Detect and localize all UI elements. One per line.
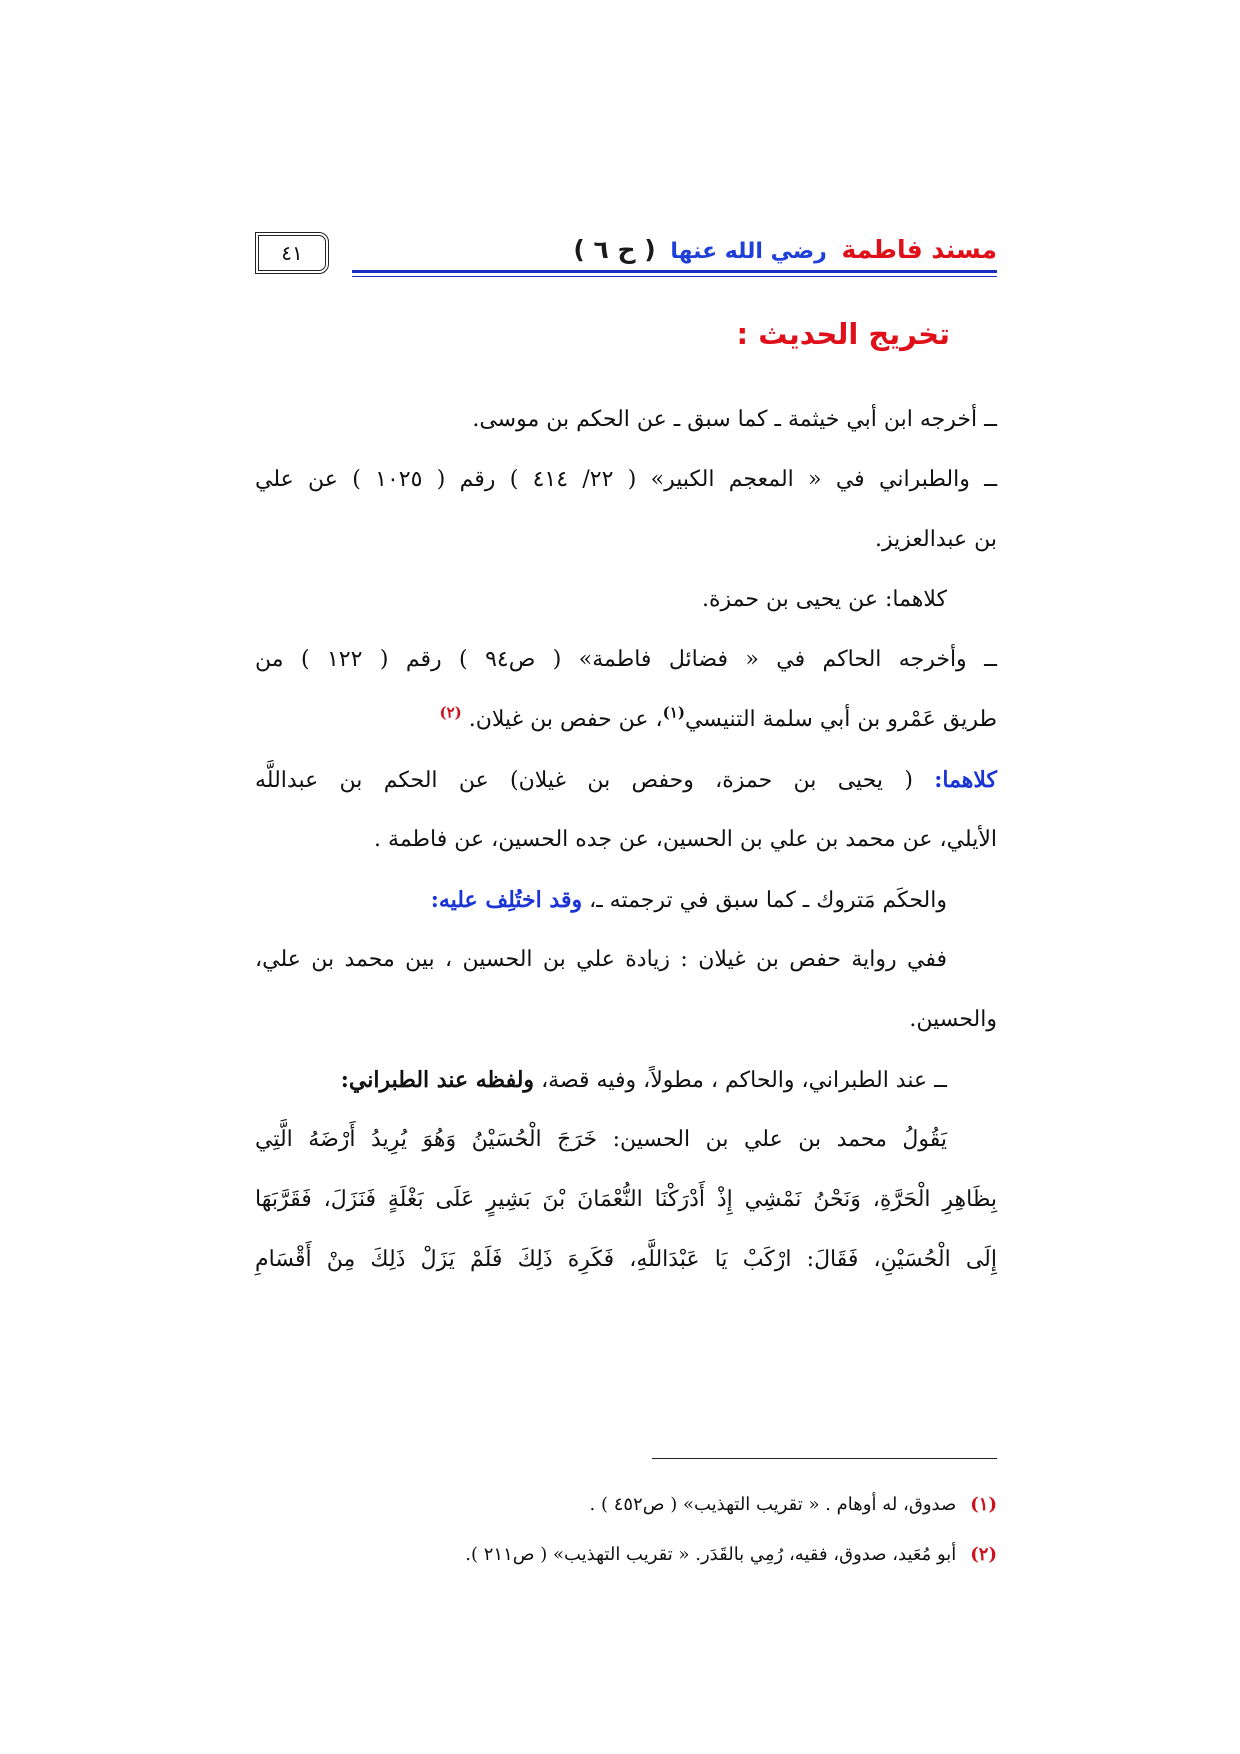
footnote (255, 1530, 997, 1580)
emphasis-text: وقد اختُلِف عليه: (430, 887, 583, 913)
main-text (255, 390, 997, 1290)
text-segment: ( يحيى بن حمزة، وحفص بن غيلان) عن الحكم بن عبداللَّه (255, 768, 913, 793)
text-line (255, 750, 997, 810)
footnote-text: صدوق، له أوهام . « تقريب التهذيب» ( ص٤٥٢ ) . (589, 1494, 957, 1515)
book-name: مسند فاطمة (841, 235, 997, 264)
text-line: والحسين. (909, 1007, 997, 1032)
text-segment: ، عن حفص بن غيلان. (468, 707, 663, 732)
text-line (255, 870, 997, 930)
page-number: ٤١ (255, 232, 329, 274)
footnote-number: (٢) (970, 1544, 997, 1565)
text-line: يَقُولُ محمد بن علي بن الحسين: خَرَجَ الْحُسَيْنُ وَهُوَ يُرِيدُ أَرْضَهُ الَّتِي (255, 1127, 947, 1152)
text-line (255, 1050, 997, 1110)
header-rule (352, 270, 997, 273)
text-line: كلاهما: عن يحيى بن حمزة. (701, 587, 947, 612)
text-line: الأيلي، عن محمد بن علي بن الحسين، عن جده الحسين، عن فاطمة . (374, 827, 997, 852)
running-title (573, 230, 997, 272)
footnote-ref[interactable]: (١) (662, 703, 685, 722)
section-title: تخريج الحديث : (736, 317, 950, 351)
header-rule-thin (352, 276, 997, 277)
text-line: ــ أخرجه ابن أبي خيثمة ـ كما سبق ـ عن الحكم بن موسى. (472, 407, 997, 432)
footnote-number: (١) (970, 1494, 997, 1515)
emphasis-label: كلاهما: (934, 767, 998, 793)
footnotes (255, 1480, 997, 1580)
footnote (255, 1480, 997, 1530)
text-line (255, 690, 997, 750)
text-segment: طريق عَمْرو بن أبي سلمة التنيسي (684, 707, 997, 732)
footnote-text: أبو مُعَيد، صدوق، فقيه، رُمِي بالقَدَر. « تقريب التهذيب» ( ص٢١١ ). (465, 1544, 957, 1565)
text-line: ففي رواية حفص بن غيلان : زيادة علي بن الحسين ، بين محمد بن علي، (255, 947, 947, 972)
text-line: بِظَاهِرِ الْحَرَّةِ، وَنَحْنُ نَمْشِي إِذْ أَدْرَكْنَا النُّعْمَانَ بْنَ بَشِيرٍ عَلَى بَغْلَةٍ فَنَزَلَ، فَقَرَّبَهَا (255, 1187, 997, 1212)
text-line: ــ والطبراني في « المعجم الكبير» ( ٢٢/ ٤١٤ ) رقم ( ١٠٢٥ ) عن علي (255, 467, 998, 492)
text-segment: والحكَم مَتروك ـ كما سبق في ترجمته ـ، (589, 888, 947, 913)
emphasis-text: ولفظه عند الطبراني: (340, 1067, 535, 1093)
text-line: ــ وأخرجه الحاكم في « فضائل فاطمة» ( ص٩٤ ) رقم ( ١٢٢ ) من (255, 647, 997, 672)
text-line: بن عبدالعزيز. (875, 527, 997, 552)
text-line: إِلَى الْحُسَيْنِ، فَقَالَ: ارْكَبْ يَا عَبْدَاللَّهِ، فَكَرِهَ ذَلِكَ فَلَمْ يَزَلْ ذَلِكَ مِنْ أَقْسَامِ (255, 1247, 997, 1272)
hadith-number: ( ح ٦ ) (573, 235, 656, 264)
honorific: رضي الله عنها (670, 239, 827, 264)
footnote-ref[interactable]: (٢) (439, 703, 462, 722)
page-header (255, 230, 997, 280)
text-segment: ــ عند الطبراني، والحاكم ، مطولاً، وفيه قصة، (541, 1068, 947, 1093)
footnote-rule (652, 1458, 997, 1459)
